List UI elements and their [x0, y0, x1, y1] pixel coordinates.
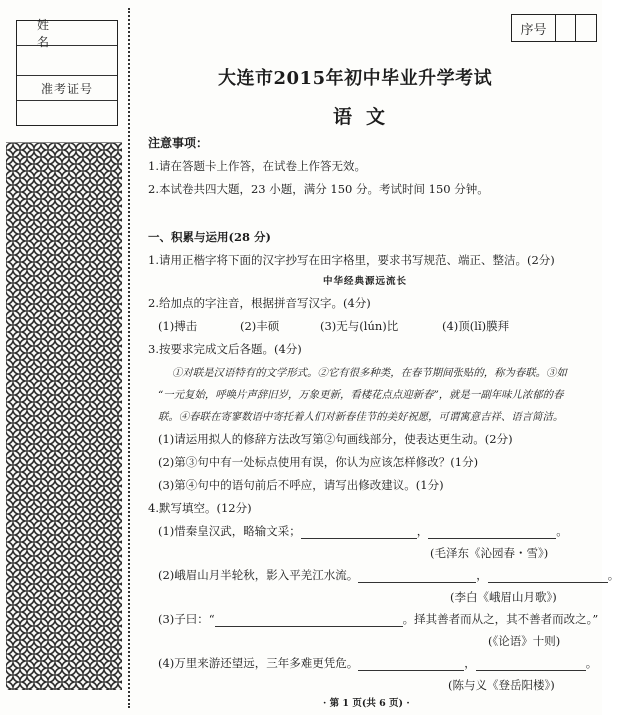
recite-source: (李白《峨眉山月歌》): [450, 590, 557, 604]
passage-line: 联。④春联在寄寥数语中寄托着人们对新春佳节的美好祝愿，可谓寓意吉祥、语言简洁。: [158, 411, 564, 423]
question-3-sub: (3)第④句中的语句前后不呼应，请写出修改建议。(1分): [158, 478, 444, 492]
recite-item: (4)万里来游还望远，三年多难更凭危。 ， 。: [158, 656, 598, 670]
question-3: 3.按要求完成文后各题。(4分): [148, 342, 302, 356]
question-2-item: (3)无与(lún)比: [320, 319, 399, 333]
note-item-1: 1.请在答题卡上作答，在试卷上作答无效。: [148, 159, 366, 173]
answer-blank[interactable]: [428, 527, 556, 539]
id-row: [17, 76, 117, 101]
recite-text: (1)惜秦皇汉武，略输文采；: [158, 524, 301, 538]
binding-column: [0, 0, 136, 715]
id-field[interactable]: [17, 101, 117, 126]
answer-blank[interactable]: [215, 615, 403, 627]
name-row: [17, 18, 117, 49]
name-field[interactable]: [17, 46, 117, 76]
subject-title: 语文: [333, 106, 400, 128]
question-2: 2.给加点的字注音，根据拼音写汉字。(4分): [148, 296, 371, 310]
question-4: 4.默写填空。(12分): [148, 501, 252, 515]
question-2-item: (4)顶(lǐ)膜拜: [442, 319, 510, 333]
exam-content: [148, 0, 619, 715]
recite-source: (毛泽东《沁园春・雪》): [430, 546, 549, 560]
recite-item: (1)惜秦皇汉武，略输文采； ， 。: [158, 524, 568, 538]
question-2-item: (2)丰硕: [240, 319, 280, 333]
question-1: 1.请用正楷字将下面的汉字抄写在田字格里，要求书写规范、端正、整洁。(2分): [148, 253, 555, 267]
recite-text: (3)子曰：“: [158, 612, 215, 626]
recite-source: (《论语》十则): [488, 634, 561, 648]
sequence-label: 序号: [512, 15, 556, 41]
recite-item: [158, 611, 598, 627]
answer-blank[interactable]: [358, 659, 464, 671]
exam-title: 大连市2015年初中毕业升学考试: [218, 68, 493, 89]
answer-blank[interactable]: [358, 571, 476, 583]
candidate-info-box: [16, 20, 118, 126]
page-footer: · 第 1 页(共 6 页) ·: [323, 698, 410, 709]
recite-source: (陈与义《登岳阳楼》): [448, 678, 555, 692]
passage-line: “一元复始，呼唤片声辞旧岁，万象更新，看楼花点点迎新春”，就是一副年味儿浓郁的春: [158, 389, 564, 401]
passage-line: ①对联是汉语特有的文学形式。②它有很多种类，在春节期间张贴的，称为春联。③如: [172, 367, 567, 379]
note-item-2: 2.本试卷共四大题，23 小题，满分 150 分。考试时间 150 分钟。: [148, 182, 489, 196]
recite-text-end: 。择其善者而从之，其不善者而改之。”: [402, 612, 599, 626]
recite-text: (4)万里来游还望远，三年多难更凭危。: [158, 656, 359, 670]
binding-dotted-line: [128, 8, 130, 708]
answer-blank[interactable]: [488, 571, 608, 583]
notes-heading: 注意事项：: [148, 136, 209, 150]
answer-blank[interactable]: [301, 527, 417, 539]
recite-item: (2)峨眉山月半轮秋，影入平羌江水流。 ， 。: [158, 568, 619, 582]
recite-text: (2)峨眉山月半轮秋，影入平羌江水流。: [158, 568, 359, 582]
security-pattern: [6, 142, 122, 690]
id-label: 准考证号: [40, 81, 93, 96]
name-label: 姓 名: [37, 18, 72, 49]
question-2-item: (1)搏击: [158, 319, 198, 333]
question-3-sub: (1)请运用拟人的修辞方法改写第②句画线部分，使表达更生动。(2分): [158, 432, 513, 446]
question-1-text: 中华经典源远流长: [323, 276, 408, 287]
question-3-sub: (2)第③句中有一处标点使用有误，你认为应该怎样修改？(1分): [158, 455, 479, 469]
answer-blank[interactable]: [476, 659, 586, 671]
section-1-heading: 一、积累与运用(28 分): [148, 230, 271, 244]
